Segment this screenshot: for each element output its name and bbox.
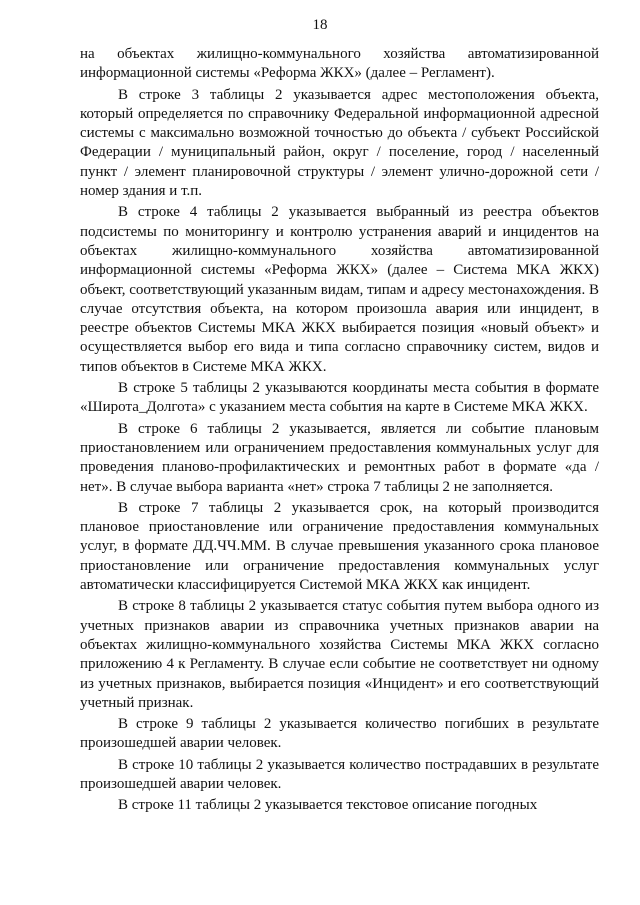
paragraph-row-11: В строке 11 таблицы 2 указывается текстовое описание погодных: [118, 797, 538, 814]
paragraph-row-5: В строке 5 таблицы 2 указываются координаты места события в формате «Широта_Долгота» с указанием места события на карте в Системе МКА ЖКХ.: [80, 380, 599, 416]
page-number: 18: [312, 17, 328, 33]
paragraph-row-7: В строке 7 таблицы 2 указывается срок, на который производится плановое приостановление или ограничение предоставления коммунальных услуг, в формате ДД.ЧЧ.ММ. В случае превышения указанного срока плановое приостановление или ограничение предоставления коммунальных услуг автоматически классифицируется Системой МКА ЖКХ как инцидент.: [80, 499, 599, 594]
paragraph-row-4: В строке 4 таблицы 2 указывается выбранный из реестра объектов подсистемы по мониторингу и контролю устранения аварий и инцидентов на объектах жилищно-коммунального хозяйства автоматизированной информационной системы «Реформа ЖКХ» (далее – Система МКА ЖКХ) объект, соответствующий указанным видам, типам и адресу местонахождения. В случае отсутствия объекта, на котором произошла авария или инцидент, в реестре объектов Системы МКА ЖКХ выбирается позиция «новый объект» и осуществляется выбор его вида и типа согласно справочнику систем, видов и типов объектов в Системе МКА ЖКХ.: [80, 204, 599, 375]
paragraph-row-9: В строке 9 таблицы 2 указывается количество погибших в результате произошедшей аварии человек.: [80, 716, 599, 752]
document-body: [80, 45, 599, 818]
paragraph-row-8: В строке 8 таблицы 2 указывается статус события путем выбора одного из учетных признаков аварии из справочника учетных признаков аварии на объектах жилищно-коммунального хозяйства Системы МКА ЖКХ согласно приложению 4 к Регламенту. В случае если событие не соответствует ни одному из учетных признаков, выбирается позиция «Инцидент» и его соответствующий учетный признак.: [80, 598, 599, 711]
paragraph-continuation: на объектах жилищно-коммунального хозяйства автоматизированной информационной системы «Реформа ЖКХ» (далее – Регламент).: [80, 46, 599, 82]
paragraph-row-3: В строке 3 таблицы 2 указывается адрес местоположения объекта, который определяется по справочнику Федеральной информационной адресной системы с максимально возможной точностью до объекта / субъект Российской Федерации / муниципальный район, округ / поселение, город / населенный пункт / элемент планировочной структуры / элемент улично-дорожной сети / номер здания и т.п.: [80, 86, 599, 200]
paragraph-row-6: В строке 6 таблицы 2 указывается, является ли событие плановым приостановлением или ограничением предоставления коммунальных услуг для проведения планово-профилактических и ремонтных работ в формате «да / нет». В случае выбора варианта «нет» строка 7 таблицы 2 не заполняется.: [80, 420, 599, 495]
paragraph-row-10: В строке 10 таблицы 2 указывается количество пострадавших в результате произошедшей аварии человек.: [80, 756, 599, 792]
